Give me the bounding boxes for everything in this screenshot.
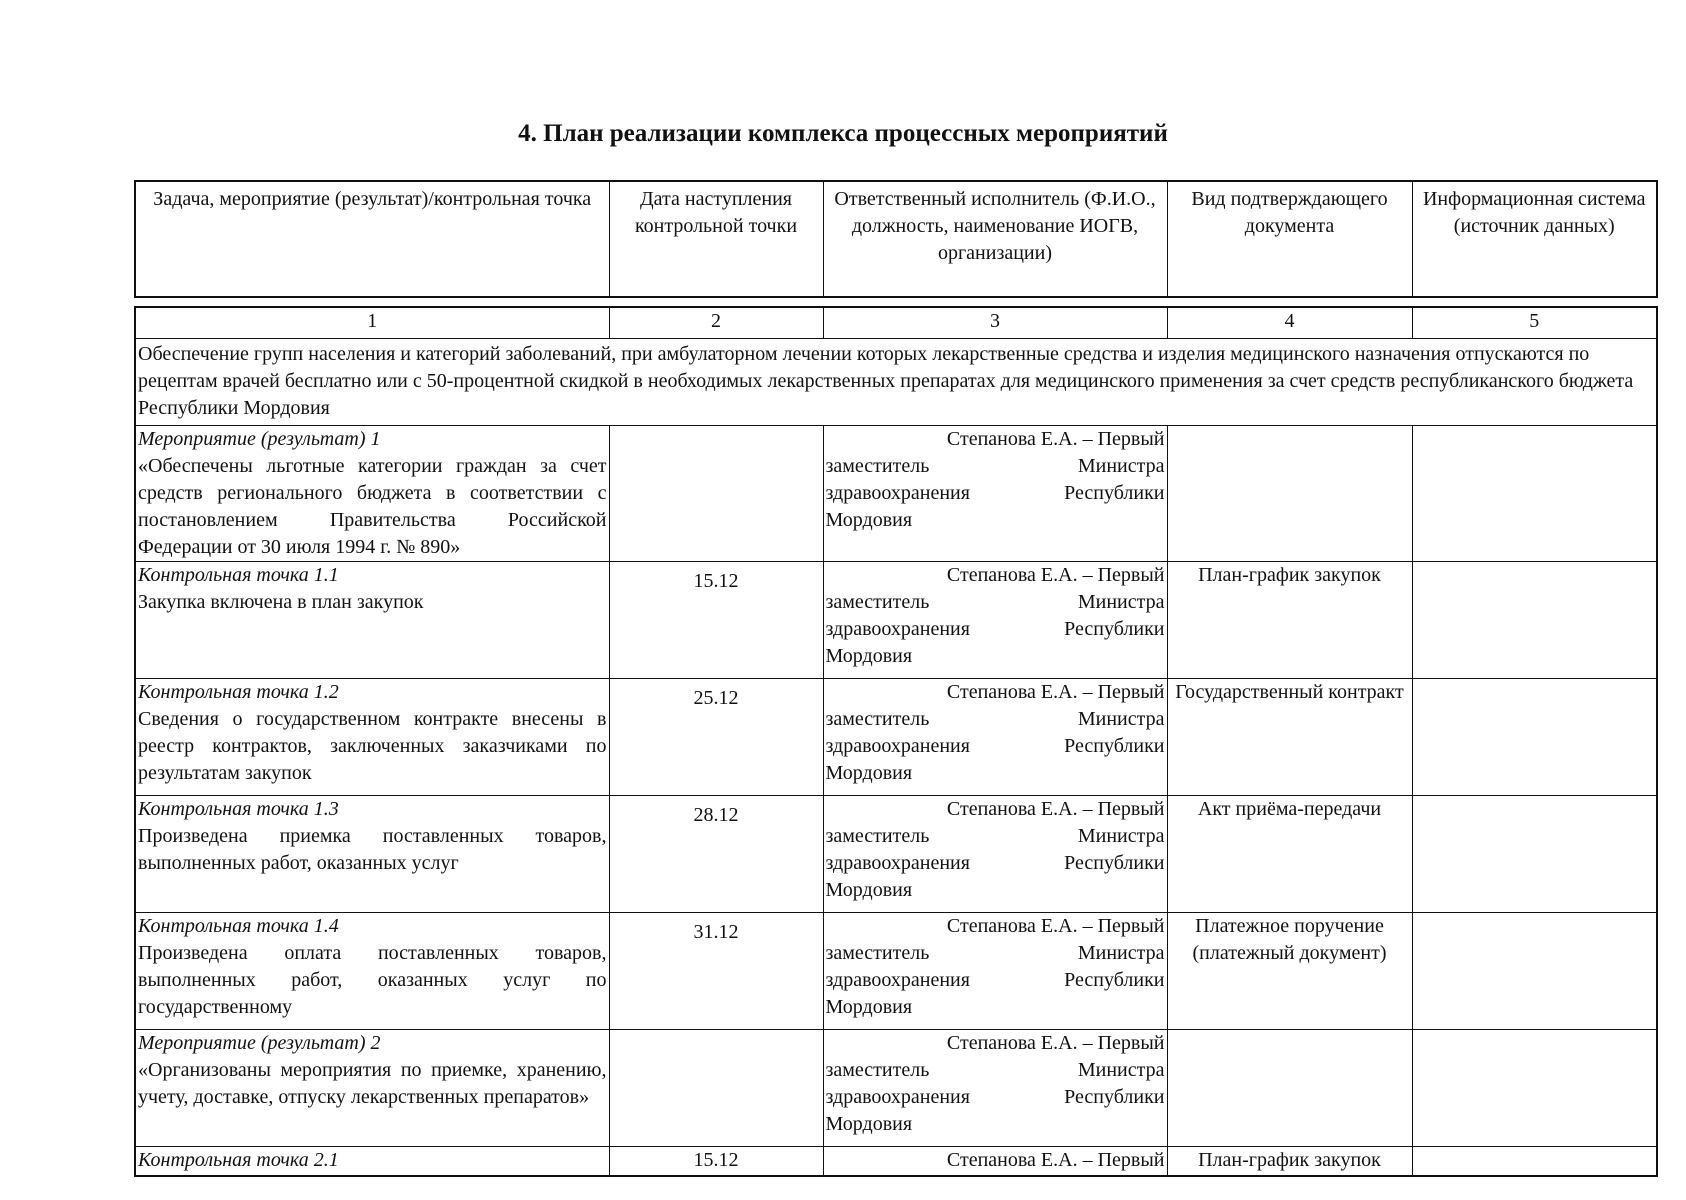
table-row xyxy=(135,913,1657,1030)
date-cell xyxy=(609,1030,823,1147)
responsible-cell xyxy=(823,562,1167,679)
document-cell: Акт приёма-передачи xyxy=(1167,796,1412,913)
responsible-cell xyxy=(823,913,1167,1030)
column-number: 3 xyxy=(823,307,1167,339)
column-number: 2 xyxy=(609,307,823,339)
header-table xyxy=(134,180,1658,298)
plan-table xyxy=(134,306,1658,1177)
task-cell xyxy=(135,1030,609,1147)
row-text: «Обеспечены льготные категории граждан за счет средств регионального бюджета в соответствии с постановлением Правительства Российской Федерации от 30 июля 1994 г. № 890» xyxy=(138,455,607,558)
row-kind: Мероприятие (результат) 2 xyxy=(138,1032,381,1054)
system-cell xyxy=(1412,913,1657,1030)
responsible-body: заместитель Министра здравоохранения Республики Мордовия xyxy=(825,942,1165,1018)
column-numbers-row xyxy=(135,307,1657,339)
responsible-body: заместитель Министра здравоохранения Республики Мордовия xyxy=(825,455,1165,531)
system-cell xyxy=(1412,1147,1657,1177)
row-kind: Контрольная точка 1.4 xyxy=(138,915,339,937)
date-cell xyxy=(609,426,823,562)
task-cell xyxy=(135,426,609,562)
responsible-body: заместитель Министра здравоохранения Республики Мордовия xyxy=(825,708,1165,784)
date-cell: 15.12 xyxy=(609,1147,823,1177)
row-kind: Мероприятие (результат) 1 xyxy=(138,428,381,450)
system-cell xyxy=(1412,562,1657,679)
column-number: 4 xyxy=(1167,307,1412,339)
table-row xyxy=(135,679,1657,796)
document-cell: План-график закупок xyxy=(1167,1147,1412,1177)
document-cell xyxy=(1167,426,1412,562)
column-number: 5 xyxy=(1412,307,1657,339)
row-text: «Организованы мероприятия по приемке, хранению, учету, доставке, отпуску лекарственных препаратов» xyxy=(138,1059,607,1108)
task-cell xyxy=(135,562,609,679)
table-row xyxy=(135,1147,1657,1177)
column-number: 1 xyxy=(135,307,609,339)
task-cell xyxy=(135,913,609,1030)
responsible-cell xyxy=(823,426,1167,562)
table-row xyxy=(135,1030,1657,1147)
row-kind: Контрольная точка 2.1 xyxy=(138,1149,339,1171)
responsible-cell xyxy=(823,679,1167,796)
document-cell xyxy=(1167,1030,1412,1147)
responsible-cell xyxy=(823,1147,1167,1177)
header-task: Задача, мероприятие (результат)/контрольная точка xyxy=(135,181,609,297)
system-cell xyxy=(1412,796,1657,913)
task-cell xyxy=(135,1147,609,1177)
responsible-body: заместитель Министра здравоохранения Республики Мордовия xyxy=(825,825,1165,901)
responsible-head: Степанова Е.А. – Первый xyxy=(946,428,1165,450)
responsible-head: Степанова Е.А. – Первый xyxy=(946,915,1165,937)
responsible-cell xyxy=(823,796,1167,913)
task-cell xyxy=(135,796,609,913)
header-responsible: Ответственный исполнитель (Ф.И.О., должность, наименование ИОГВ, организации) xyxy=(823,181,1167,297)
responsible-body: заместитель Министра здравоохранения Республики Мордовия xyxy=(825,591,1165,667)
row-kind: Контрольная точка 1.1 xyxy=(138,564,339,586)
row-kind: Контрольная точка 1.2 xyxy=(138,681,339,703)
document-cell: Государственный контракт xyxy=(1167,679,1412,796)
section-row xyxy=(135,339,1657,426)
table-row xyxy=(135,796,1657,913)
row-text: Произведена приемка поставленных товаров, выполненных работ, оказанных услуг xyxy=(138,825,607,874)
system-cell xyxy=(1412,426,1657,562)
responsible-head: Степанова Е.А. – Первый xyxy=(946,1149,1165,1171)
row-text: Произведена оплата поставленных товаров, выполненных работ, оказанных услуг по государственному xyxy=(138,942,607,1018)
table-row xyxy=(135,562,1657,679)
system-cell xyxy=(1412,679,1657,796)
document-cell: Платежное поручение (платежный документ) xyxy=(1167,913,1412,1030)
date-cell: 25.12 xyxy=(609,679,823,796)
header-date: Дата наступления контрольной точки xyxy=(609,181,823,297)
page-title: 4. План реализации комплекса процессных мероприятий xyxy=(518,120,1168,147)
header-system: Информационная система (источник данных) xyxy=(1412,181,1657,297)
responsible-head: Степанова Е.А. – Первый xyxy=(946,564,1165,586)
row-text: Сведения о государственном контракте внесены в реестр контрактов, заключенных заказчиками по результатам закупок xyxy=(138,708,607,784)
responsible-body: заместитель Министра здравоохранения Республики Мордовия xyxy=(825,1059,1165,1135)
row-kind: Контрольная точка 1.3 xyxy=(138,798,339,820)
responsible-head: Степанова Е.А. – Первый xyxy=(946,1032,1165,1054)
header-document: Вид подтверждающего документа xyxy=(1167,181,1412,297)
system-cell xyxy=(1412,1030,1657,1147)
responsible-cell xyxy=(823,1030,1167,1147)
responsible-head: Степанова Е.А. – Первый xyxy=(946,798,1165,820)
task-cell xyxy=(135,679,609,796)
table-row xyxy=(135,426,1657,562)
date-cell: 31.12 xyxy=(609,913,823,1030)
row-text: Закупка включена в план закупок xyxy=(138,591,424,613)
document-cell: План-график закупок xyxy=(1167,562,1412,679)
section-title: Обеспечение групп населения и категорий заболеваний, при амбулаторном лечении которых лекарственные средства и изделия медицинского назначения отпускаются по рецептам врачей бесплатно или с 50-процентной скидкой в необходимых лекарственных препаратах для медицинского применения за счет средств республиканского бюджета Республики Мордовия xyxy=(135,339,1657,426)
responsible-head: Степанова Е.А. – Первый xyxy=(946,681,1165,703)
date-cell: 15.12 xyxy=(609,562,823,679)
date-cell: 28.12 xyxy=(609,796,823,913)
